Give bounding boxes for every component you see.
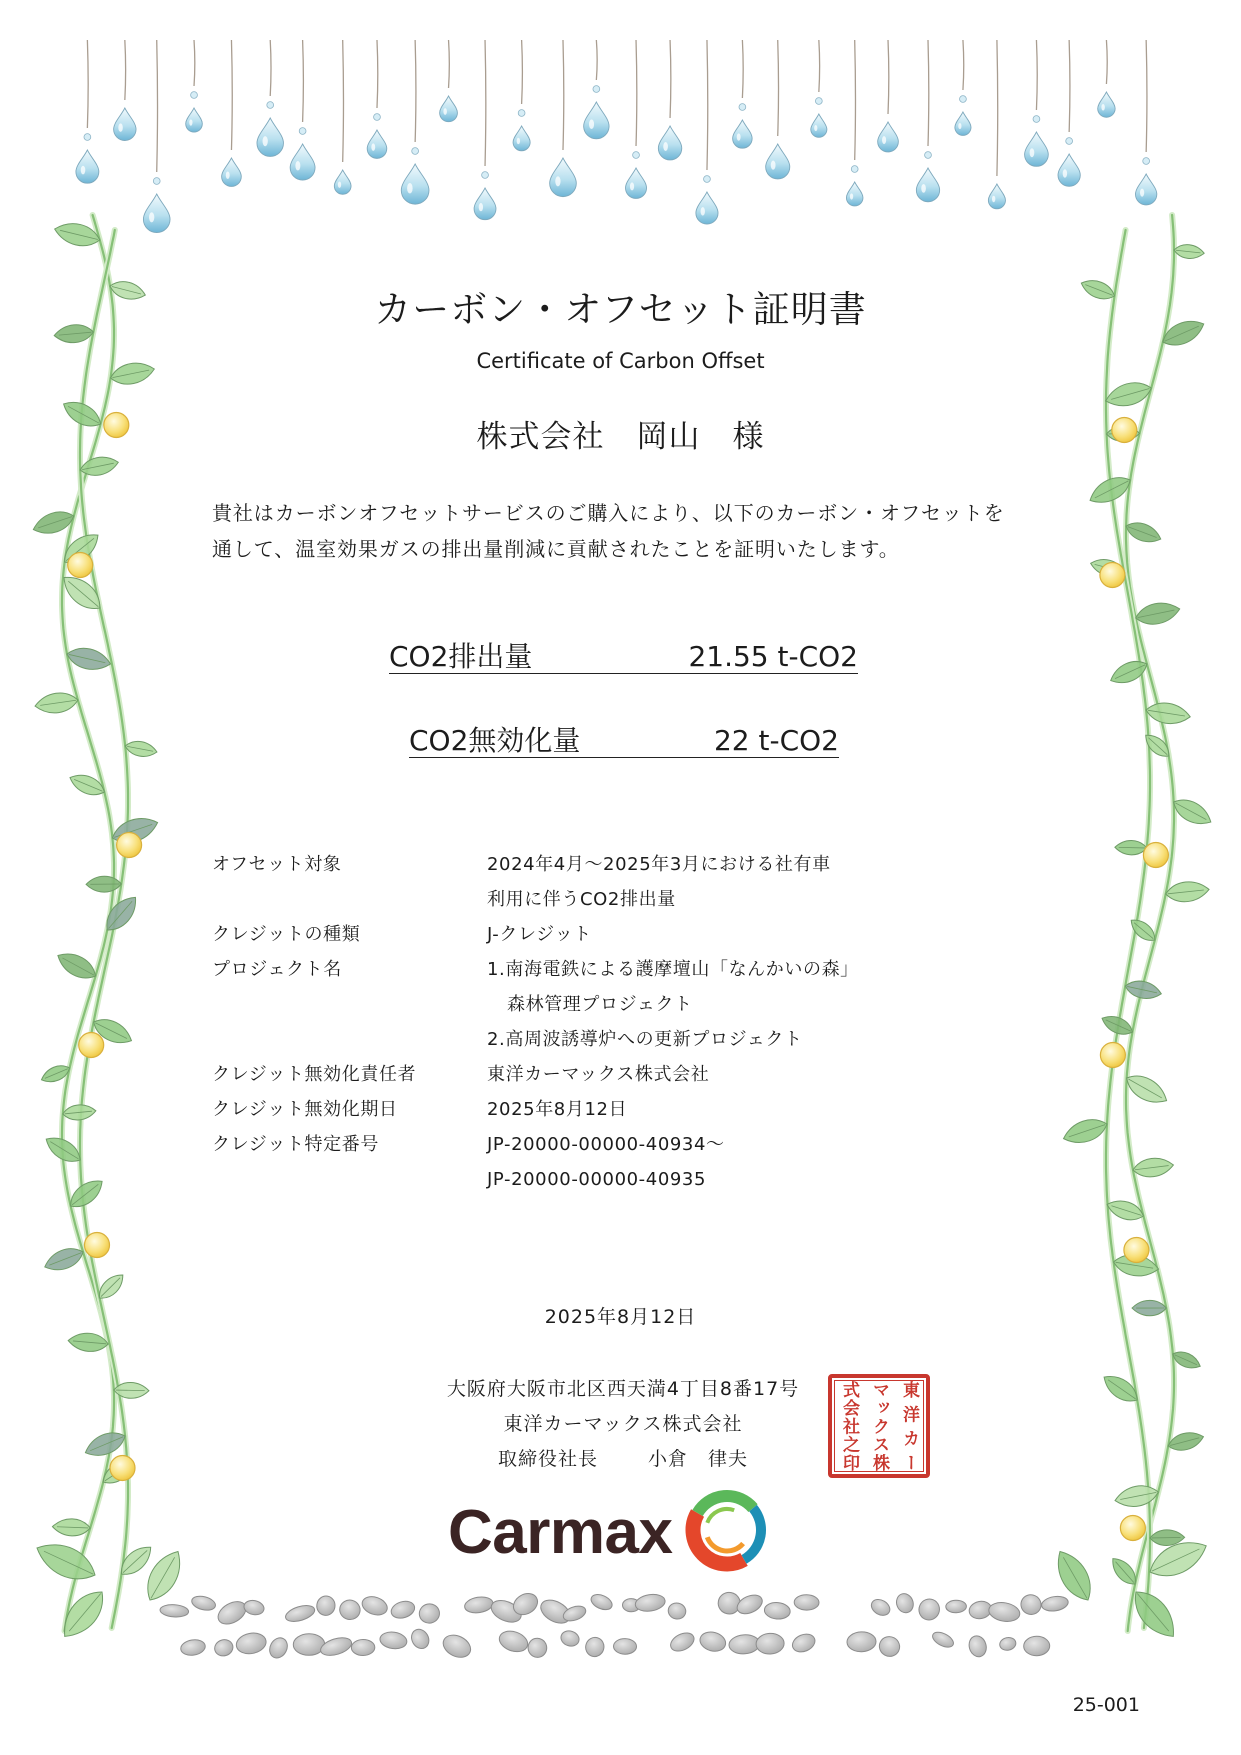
stone-body [634, 1592, 666, 1613]
water-bead [191, 92, 198, 99]
detail-invalidation-date [212, 1092, 859, 1127]
stone-body [930, 1629, 956, 1650]
raindrop [76, 150, 99, 183]
raindrop [696, 192, 718, 224]
leaf [1145, 700, 1192, 727]
detail-value [487, 847, 831, 917]
yellow-bud [79, 1033, 104, 1058]
detail-offset-target [212, 847, 859, 917]
detail-line: 2024年4月～2025年3月における社有車 [487, 854, 831, 875]
stone [243, 1599, 266, 1617]
stone [315, 1595, 336, 1617]
raindrop-highlight [479, 203, 483, 211]
rain-string [303, 40, 304, 122]
raindrop-highlight [118, 123, 122, 132]
water-bead [633, 152, 640, 159]
stone [869, 1596, 893, 1618]
rain-string [742, 40, 743, 98]
stone [408, 1626, 432, 1651]
stone-body [1041, 1595, 1070, 1613]
detail-label: オフセット対象 [212, 854, 342, 875]
raindrop [367, 130, 387, 158]
page-title: カーボン・オフセット証明書 [374, 288, 867, 331]
carmax-logo-text: Carmax [448, 1498, 673, 1567]
yellow-bud [1124, 1238, 1149, 1263]
stone [734, 1591, 765, 1617]
intro-line: 通して、温室効果ガスの排出量削減に貢献されたことを証明いたします。 [212, 537, 900, 561]
raindrop-highlight [1030, 148, 1035, 157]
stone [987, 1600, 1021, 1624]
rain-string [855, 40, 856, 160]
offset-details [212, 847, 859, 1197]
amount-value: 22 t-CO2 [713, 724, 839, 757]
stone-body [999, 1636, 1017, 1652]
raindrop [846, 182, 863, 206]
intro-line: 貴社はカーボンオフセットサービスのご購入により、以下のカーボン・オフセットを [212, 501, 1005, 525]
rain-string [485, 40, 486, 166]
rain-string [449, 40, 450, 88]
stone [916, 1596, 943, 1623]
stone [668, 1629, 697, 1654]
stone-body [794, 1594, 819, 1610]
stone [1018, 1592, 1044, 1618]
water-bead [1033, 116, 1040, 123]
stone [235, 1631, 268, 1657]
water-bead [925, 152, 932, 159]
stone-body [360, 1593, 390, 1618]
stone-body [734, 1591, 765, 1617]
raindrop [474, 188, 496, 220]
leaf [31, 1535, 101, 1588]
detail-line: 利用に伴うCO2排出量 [487, 889, 676, 910]
water-bead [267, 102, 274, 109]
ring-inner-orange-arc [707, 1537, 743, 1551]
recipient-name: 株式会社 岡山 様 [476, 419, 765, 455]
water-bead [1143, 158, 1150, 165]
stone-body [876, 1633, 903, 1660]
raindrop [733, 120, 752, 148]
leaf [1165, 880, 1210, 904]
stone [613, 1638, 636, 1654]
rain-string [636, 40, 637, 146]
detail-value [487, 952, 859, 1057]
detail-label: プロジェクト名 [212, 959, 342, 980]
detail-line: 東洋カーマックス株式会社 [487, 1064, 710, 1085]
detail-label: クレジット無効化責任者 [212, 1064, 417, 1085]
yellow-bud [117, 833, 142, 858]
rain-string [125, 40, 126, 100]
issuer-address: 大阪府大阪市北区西天満4丁目8番17号 [446, 1378, 800, 1400]
stone-body [389, 1599, 417, 1621]
leaf [55, 1584, 112, 1645]
issuer-block [0, 1372, 1241, 1477]
stone [698, 1629, 728, 1654]
stone-body [764, 1602, 791, 1621]
detail-value [487, 1127, 725, 1197]
raindrop-highlight [189, 119, 192, 125]
detail-project-name [212, 952, 859, 1057]
stone-body [319, 1634, 354, 1658]
stone [379, 1630, 408, 1650]
ring-blue-arc [744, 1508, 761, 1559]
stone-body [667, 1601, 688, 1621]
rain-string [1069, 40, 1070, 132]
stone-body [589, 1592, 615, 1613]
stone [213, 1638, 235, 1658]
stone-body [463, 1595, 494, 1615]
raindrop [334, 170, 351, 194]
stone-body [497, 1628, 531, 1656]
raindrop [916, 168, 939, 202]
stone [967, 1634, 989, 1659]
stone [667, 1601, 688, 1621]
raindrop-highlight [443, 108, 447, 115]
raindrop [1058, 154, 1080, 186]
raindrop [1098, 92, 1115, 117]
seal-column: マックス株 [869, 1381, 889, 1471]
water-bead [739, 104, 746, 111]
pebble-border [160, 1589, 1070, 1661]
stone [634, 1592, 666, 1613]
rain-string [1146, 40, 1147, 152]
carmax-ring-icon [677, 1480, 777, 1580]
water-bead [1066, 138, 1073, 145]
leaf [52, 1518, 90, 1536]
raindrop-highlight [226, 171, 230, 178]
stone [190, 1594, 217, 1612]
stone-body [440, 1631, 475, 1662]
stone [764, 1602, 791, 1621]
stone [497, 1628, 531, 1656]
stone-body [266, 1635, 291, 1661]
stone-body [338, 1598, 362, 1622]
yellow-bud [1100, 1043, 1125, 1068]
raindrop-highlight [1063, 169, 1067, 177]
raindrop [143, 194, 170, 233]
seal-column: 東洋カー [899, 1381, 919, 1471]
stone-body [698, 1629, 728, 1654]
stone [417, 1602, 441, 1625]
raindrop [513, 126, 530, 151]
stone-body [293, 1633, 325, 1655]
raindrop [257, 118, 283, 156]
detail-line: JP-20000-00000-40934～ [487, 1134, 725, 1155]
raindrop [955, 112, 971, 135]
water-bead [593, 86, 600, 93]
issuer-company: 東洋カーマックス株式会社 [503, 1413, 743, 1435]
stone-body [790, 1631, 818, 1655]
raindrop-highlight [263, 136, 268, 146]
stone-body [526, 1636, 549, 1659]
leaf [62, 1103, 96, 1121]
stone-body [756, 1633, 785, 1655]
amount-value: 21.55 t-CO2 [688, 640, 858, 673]
stone [728, 1634, 760, 1655]
rain-string [707, 40, 708, 170]
raindrop-highlight [295, 161, 300, 170]
yellow-bud [1120, 1516, 1145, 1541]
stone-body [213, 1638, 235, 1658]
stone-body [583, 1635, 606, 1658]
raindrop-highlight [589, 119, 594, 129]
water-bead [374, 114, 381, 121]
stone [1024, 1636, 1050, 1656]
raindrop-highlight [149, 212, 154, 222]
stone [266, 1635, 291, 1661]
page-subtitle: Certificate of Carbon Offset [476, 349, 765, 373]
stone [319, 1634, 354, 1658]
stone-body [235, 1631, 268, 1657]
stone [589, 1592, 615, 1613]
raindrop [878, 122, 899, 152]
raindrop-highlight [992, 196, 995, 202]
leaf [34, 690, 80, 715]
stone [756, 1633, 785, 1655]
rain-string [87, 40, 88, 128]
yellow-bud [1143, 843, 1168, 868]
stone-body [668, 1629, 697, 1654]
water-bead [153, 178, 160, 185]
raindrop [114, 108, 136, 140]
issue-date: 2025年8月12日 [544, 1306, 697, 1328]
stone [389, 1599, 417, 1621]
raindrop-highlight [814, 125, 817, 131]
rain-string [194, 40, 195, 86]
raindrop [186, 108, 203, 132]
water-bead [960, 96, 967, 103]
stone-body [987, 1600, 1021, 1624]
yellow-bud [68, 553, 93, 578]
stone-body [869, 1596, 893, 1618]
seal-column: 式会社之印 [839, 1381, 859, 1471]
water-bead [704, 176, 711, 183]
stone [351, 1639, 375, 1655]
stone [293, 1633, 325, 1655]
rain-string [270, 40, 271, 96]
stone-body [379, 1630, 408, 1650]
water-bead [482, 172, 489, 179]
raindrop [440, 96, 458, 122]
rain-string [415, 40, 416, 142]
rain-string [157, 40, 158, 172]
rain-string [888, 40, 889, 114]
stone [160, 1604, 189, 1618]
leaf [1173, 243, 1205, 260]
raindrop-highlight [555, 176, 560, 186]
ring-inner-green-arc [707, 1509, 734, 1523]
raindrop [1135, 174, 1156, 205]
stone [876, 1633, 903, 1660]
stone [790, 1631, 818, 1655]
raindrop-highlight [371, 143, 375, 150]
detail-credit-serial [212, 1127, 859, 1197]
stone [214, 1597, 250, 1629]
raindrop-highlight [338, 181, 341, 187]
detail-line: 1.南海電鉄による護摩壇山「なんかいの森」 [487, 959, 859, 980]
raindrop [988, 184, 1005, 209]
stone-body [1024, 1636, 1050, 1656]
stone-body [180, 1638, 207, 1657]
water-bead [299, 128, 306, 135]
stone-body [728, 1634, 760, 1655]
representative-title: 取締役社長 [497, 1448, 598, 1470]
raindrop-highlight [630, 182, 634, 190]
rain-string [778, 40, 779, 136]
rain-string [819, 40, 820, 92]
stone-body [408, 1626, 432, 1651]
leaf [1124, 978, 1163, 1002]
amount-label: CO2無効化量 [409, 724, 581, 757]
leaf-vein [1152, 1537, 1181, 1538]
stone-body [284, 1602, 317, 1624]
stone [930, 1629, 956, 1650]
amount-label: CO2排出量 [389, 640, 533, 673]
stone-body [1018, 1592, 1044, 1618]
stone-body [417, 1602, 441, 1625]
document-number: 25-001 [1072, 1694, 1140, 1716]
stone-body [894, 1591, 916, 1615]
co2-emission-amount [389, 641, 858, 674]
raindrop-highlight [663, 142, 668, 151]
raindrop-highlight [771, 161, 776, 170]
detail-line: 2025年8月12日 [487, 1099, 628, 1120]
raindrop [766, 144, 790, 179]
stone [360, 1593, 390, 1618]
yellow-bud [1100, 563, 1125, 588]
raindrop-highlight [882, 136, 886, 144]
stone-body [847, 1631, 877, 1652]
rain-string [670, 40, 671, 118]
detail-value [487, 1057, 709, 1092]
water-bead [815, 98, 822, 105]
raindrop [550, 158, 577, 197]
raindrop-highlight [1140, 189, 1144, 197]
co2-offset-amount [409, 725, 839, 758]
rain-string [343, 40, 344, 162]
rain-string [377, 40, 378, 108]
raindrop [626, 168, 647, 198]
stone [526, 1636, 549, 1659]
stone [440, 1631, 475, 1662]
rain-string [563, 40, 564, 150]
stone [847, 1631, 877, 1652]
detail-responsible-party [212, 1057, 859, 1092]
stone-body [559, 1629, 581, 1649]
raindrop [1025, 132, 1049, 166]
stone-body [190, 1594, 217, 1612]
detail-line: J-クレジット [487, 924, 592, 945]
raindrop-highlight [517, 138, 520, 144]
stone [583, 1635, 606, 1658]
detail-value [487, 917, 592, 952]
stone-body [315, 1595, 336, 1617]
company-seal-stamp [828, 1374, 930, 1478]
stone [1041, 1595, 1070, 1613]
stone-body [916, 1596, 943, 1623]
raindrop-highlight [1101, 104, 1104, 111]
raindrop [222, 158, 242, 186]
stone [338, 1598, 362, 1622]
stone-body [214, 1597, 250, 1629]
water-bead [518, 110, 525, 117]
raindrop [658, 126, 681, 160]
rain-string [596, 40, 597, 80]
intro-paragraph [212, 495, 1005, 567]
representative-name: 小倉 律夫 [648, 1448, 749, 1470]
stone-body [351, 1639, 375, 1655]
raindrop [584, 102, 609, 139]
raindrop [811, 114, 827, 137]
stone [894, 1591, 916, 1615]
rain-string [1036, 40, 1037, 110]
rain-string [963, 40, 964, 90]
hanging-raindrops [76, 40, 1157, 233]
yellow-bud [85, 1233, 110, 1258]
ring-red-arc [693, 1513, 744, 1564]
stone-body [967, 1634, 989, 1659]
detail-label: クレジット無効化期日 [212, 1099, 398, 1120]
raindrop-highlight [407, 183, 413, 194]
detail-label: クレジットの種類 [212, 924, 361, 945]
raindrop-highlight [958, 123, 961, 129]
issuer-representative [5, 1442, 1241, 1477]
raindrop-highlight [81, 166, 86, 175]
detail-credit-type [212, 917, 859, 952]
stone [284, 1602, 317, 1624]
detail-line: 森林管理プロジェクト [507, 994, 693, 1015]
detail-value [487, 1092, 627, 1127]
detail-label: クレジット特定番号 [212, 1134, 379, 1155]
leaf [1060, 1114, 1110, 1148]
raindrop-highlight [921, 184, 926, 193]
rain-string [928, 40, 929, 146]
raindrop-highlight [701, 207, 705, 215]
rain-string [231, 40, 232, 150]
raindrop [401, 164, 429, 204]
water-bead [851, 166, 858, 173]
stone-body [160, 1604, 189, 1618]
leaf [1115, 840, 1147, 855]
stone-body [613, 1638, 636, 1654]
stone-body [243, 1599, 266, 1617]
leaf [1132, 1156, 1175, 1179]
rain-string [1106, 40, 1107, 84]
stone [559, 1629, 581, 1649]
stone [794, 1594, 819, 1610]
stone-body [946, 1600, 967, 1613]
stone [999, 1636, 1017, 1652]
raindrop [290, 144, 315, 180]
leaf [1134, 599, 1182, 628]
rain-string [997, 40, 998, 176]
raindrop-highlight [850, 193, 853, 199]
leaf [67, 1331, 109, 1353]
detail-line: JP-20000-00000-40935 [487, 1169, 707, 1190]
stone [946, 1600, 967, 1613]
rain-string [522, 40, 523, 104]
water-bead [84, 134, 91, 141]
stone [463, 1595, 494, 1615]
water-bead [412, 148, 419, 155]
stone [180, 1638, 207, 1657]
detail-line: 2.高周波誘導炉への更新プロジェクト [487, 1029, 803, 1050]
raindrop-highlight [737, 133, 741, 140]
